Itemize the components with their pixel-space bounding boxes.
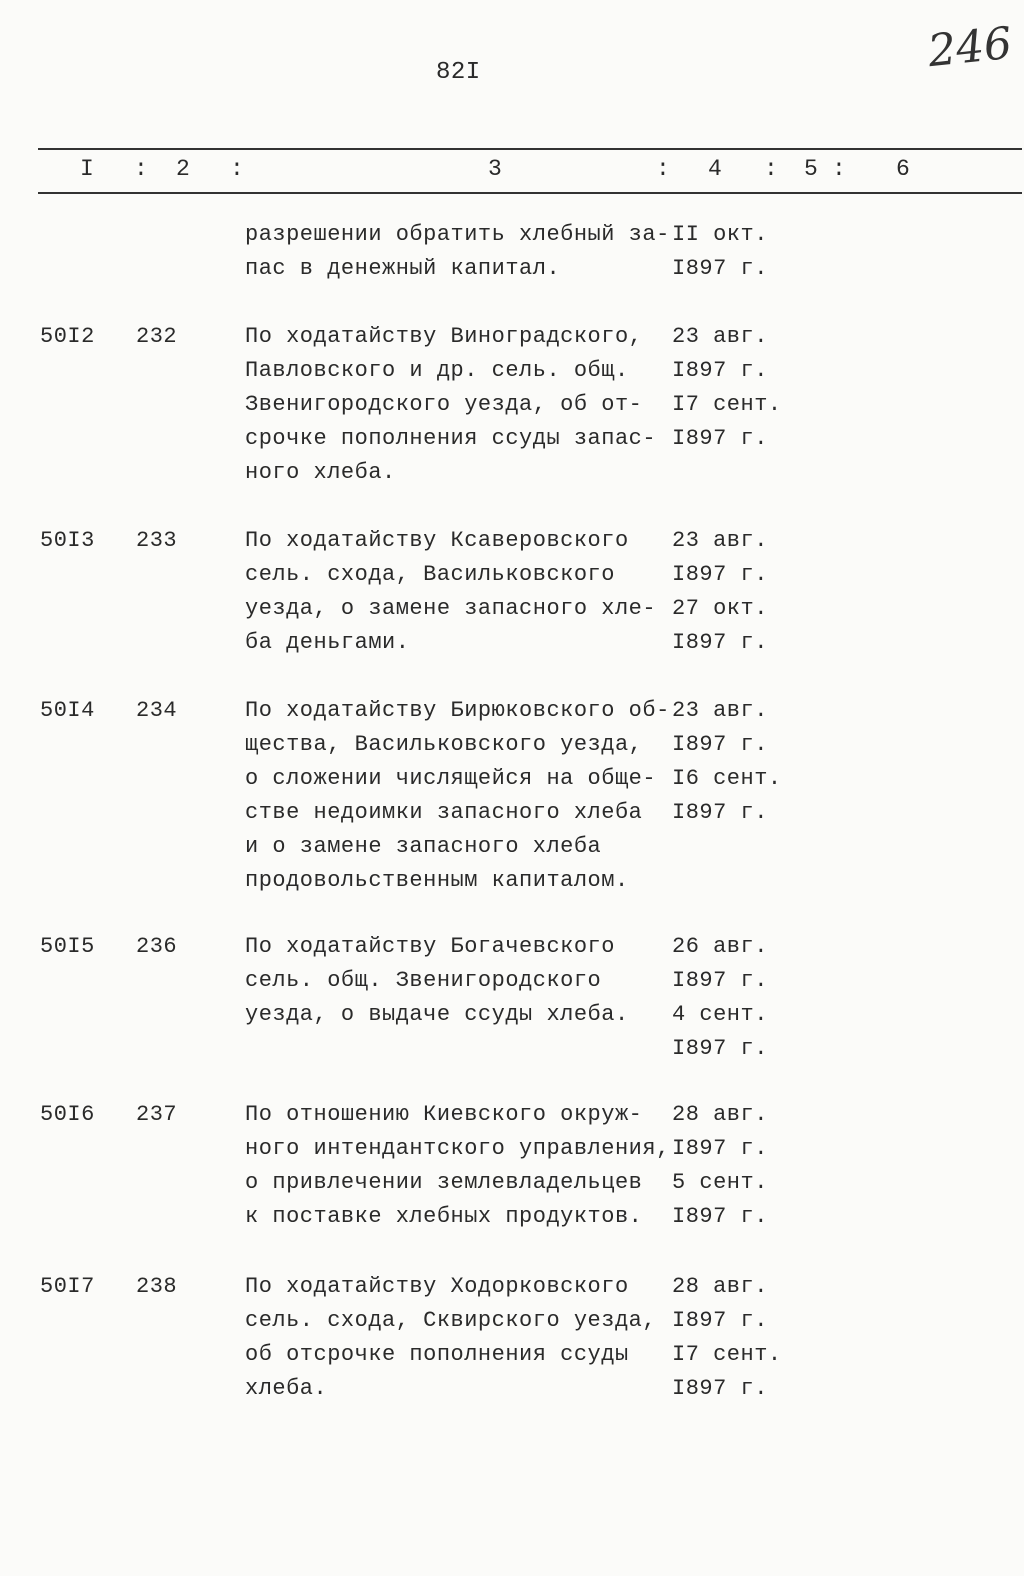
entry-description-line: срочке пополнения ссуды запас- — [245, 426, 657, 451]
entry-date-line: I897 г. — [672, 630, 768, 655]
entry-date-line: 28 авг. — [672, 1102, 768, 1127]
page-number: 82I — [436, 59, 481, 86]
header-sep: : — [832, 156, 847, 182]
entry-number: 50I6 — [40, 1102, 95, 1127]
entry-description-line: По ходатайству Бирюковского об- — [245, 698, 670, 723]
entry-description-line: Павловского и др. сель. общ. — [245, 358, 629, 383]
entry-number: 50I4 — [40, 698, 95, 723]
entry-description-line: уезда, о замене запасного хле- — [245, 596, 657, 621]
entry-date-line: I897 г. — [672, 256, 768, 281]
entry-number: 50I7 — [40, 1274, 95, 1299]
file-number: 236 — [136, 934, 178, 959]
entry-date-line: I897 г. — [672, 968, 768, 993]
header-sep: : — [764, 156, 779, 182]
entry-description-line: о привлечении землевладельцев — [245, 1170, 643, 1195]
header-col-6: 6 — [896, 156, 911, 182]
entry-description-line: к поставке хлебных продуктов. — [245, 1204, 643, 1229]
entry-number: 50I3 — [40, 528, 95, 553]
entry-description-line: По ходатайству Ходорковского — [245, 1274, 629, 1299]
entry-description-line: По ходатайству Виноградского, — [245, 324, 643, 349]
entry-description-line: ба деньгами. — [245, 630, 410, 655]
entry-description-line: о сложении числящейся на обще- — [245, 766, 657, 791]
entry-date-line: I6 сент. — [672, 766, 782, 791]
entry-description-line: пас в денежный капитал. — [245, 256, 561, 281]
entry-description-line: об отсрочке пополнения ссуды — [245, 1342, 629, 1367]
entry-description-line: сель. общ. Звенигородского — [245, 968, 602, 993]
header-sep: : — [656, 156, 671, 182]
entry-number: 50I5 — [40, 934, 95, 959]
entry-description-line: продовольственным капиталом. — [245, 868, 629, 893]
entry-date-line: II окт. — [672, 222, 768, 247]
entry-description-line: щества, Васильковского уезда, — [245, 732, 643, 757]
header-top-rule — [38, 148, 1022, 150]
entry-date-line: I897 г. — [672, 1308, 768, 1333]
entry-description-line: Звенигородского уезда, об от- — [245, 392, 643, 417]
entry-description-line: стве недоимки запасного хлеба — [245, 800, 643, 825]
entry-description-line: ного интендантского управления, — [245, 1136, 670, 1161]
header-col-5: 5 — [804, 156, 819, 182]
header-sep: : — [134, 156, 149, 182]
entry-date-line: 27 окт. — [672, 596, 768, 621]
entry-date-line: I7 сент. — [672, 1342, 782, 1367]
header-col-2: 2 — [176, 156, 191, 182]
entry-description-line: По ходатайству Богачевского — [245, 934, 615, 959]
entry-date-line: 23 авг. — [672, 324, 768, 349]
header-col-3: 3 — [488, 156, 503, 182]
entry-date-line: I7 сент. — [672, 392, 782, 417]
entry-description-line: По отношению Киевского окруж- — [245, 1102, 643, 1127]
entry-date-line: 26 авг. — [672, 934, 768, 959]
entry-date-line: I897 г. — [672, 732, 768, 757]
file-number: 233 — [136, 528, 178, 553]
file-number: 232 — [136, 324, 178, 349]
file-number: 234 — [136, 698, 178, 723]
entry-date-line: 4 сент. — [672, 1002, 768, 1027]
entry-description-line: хлеба. — [245, 1376, 328, 1401]
entry-date-line: 23 авг. — [672, 528, 768, 553]
entry-date-line: I897 г. — [672, 358, 768, 383]
entry-description-line: и о замене запасного хлеба — [245, 834, 602, 859]
entry-date-line: I897 г. — [672, 1376, 768, 1401]
entry-date-line: 23 авг. — [672, 698, 768, 723]
entry-date-line: 5 сент. — [672, 1170, 768, 1195]
header-col-4: 4 — [708, 156, 723, 182]
entry-description-line: уезда, о выдаче ссуды хлеба. — [245, 1002, 629, 1027]
entry-date-line: I897 г. — [672, 1204, 768, 1229]
header-sep: : — [230, 156, 245, 182]
entry-description-line: ного хлеба. — [245, 460, 396, 485]
file-number: 238 — [136, 1274, 178, 1299]
entry-description-line: По ходатайству Ксаверовского — [245, 528, 629, 553]
entry-date-line: I897 г. — [672, 562, 768, 587]
entry-date-line: 28 авг. — [672, 1274, 768, 1299]
entry-number: 50I2 — [40, 324, 95, 349]
header-col-1: I — [80, 156, 95, 182]
entry-date-line: I897 г. — [672, 426, 768, 451]
file-number: 237 — [136, 1102, 178, 1127]
entry-description-line: сель. схода, Сквирского уезда, — [245, 1308, 657, 1333]
entry-description-line: разрешении обратить хлебный за- — [245, 222, 670, 247]
header-bottom-rule — [38, 192, 1022, 194]
entry-description-line: сель. схода, Васильковского — [245, 562, 615, 587]
handwritten-folio-number: 246 — [925, 17, 1015, 78]
entry-date-line: I897 г. — [672, 800, 768, 825]
entry-date-line: I897 г. — [672, 1136, 768, 1161]
entry-date-line: I897 г. — [672, 1036, 768, 1061]
